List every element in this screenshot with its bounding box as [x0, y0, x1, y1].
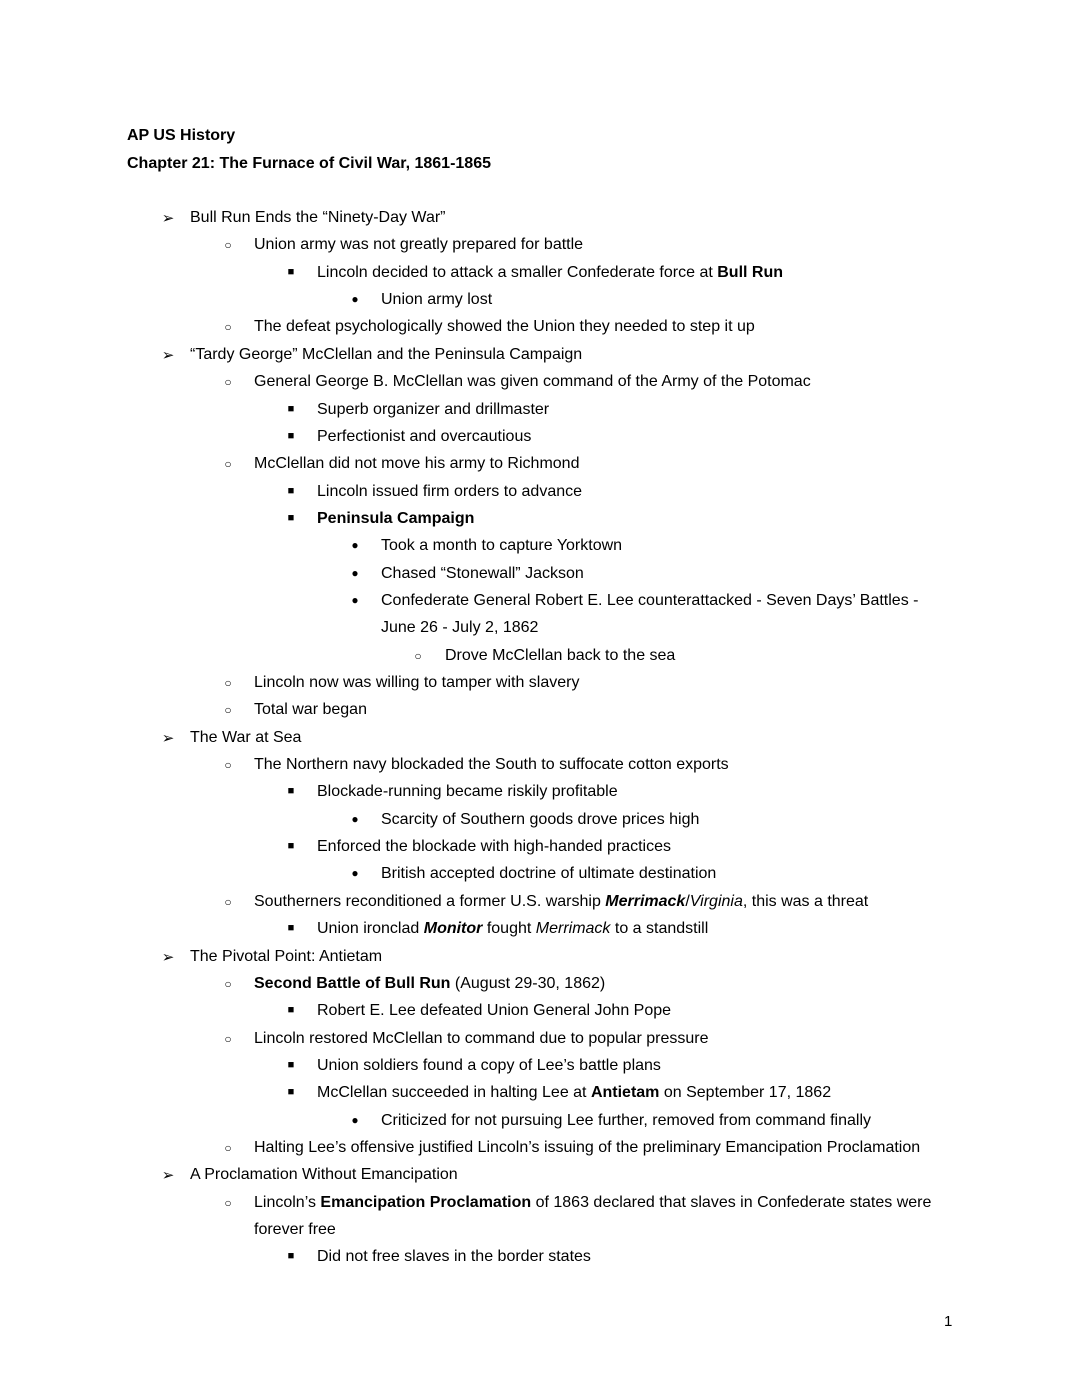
bullet-marker: ○	[224, 375, 232, 390]
text-run: Scarcity of Southern goods drove prices high	[381, 810, 700, 828]
text-run: “Tardy George” McClellan and the Peninsula Campaign	[190, 345, 583, 363]
bullet-marker: ●	[351, 292, 359, 307]
outline-text	[254, 236, 583, 254]
bullet-marker: ➢	[161, 948, 175, 966]
text-run: Robert E. Lee defeated Union General John Pope	[317, 1002, 672, 1020]
bullet-marker: ■	[287, 1058, 295, 1071]
outline-text	[381, 811, 699, 829]
text-run: to a standstill	[610, 920, 709, 938]
text-run	[424, 920, 483, 937]
outline-text	[254, 674, 579, 692]
text-run: Lincoln issued firm orders to advance	[317, 482, 583, 500]
outline-text	[381, 865, 716, 883]
text-run: Did not free slaves in the border states	[317, 1248, 591, 1266]
outline-text	[254, 701, 367, 719]
bullet-marker: ●	[351, 1112, 359, 1127]
outline-text	[381, 565, 584, 583]
text-run: Second Battle of Bull Run	[254, 974, 451, 992]
text-run: Union ironclad	[317, 920, 424, 938]
text-run: McClellan succeeded in halting Lee at	[317, 1084, 591, 1102]
bullet-marker: ○	[224, 457, 232, 472]
outline-text	[317, 510, 474, 528]
text-run: Halting Lee’s offensive justified Lincoln’s issuing of the preliminary Emancipation Proclamation	[254, 1138, 921, 1156]
outline-text	[254, 318, 755, 336]
outline-text	[254, 1030, 708, 1048]
text-run: The Pivotal Point: Antietam	[190, 947, 383, 965]
outline-text	[190, 1166, 458, 1184]
outline-text	[317, 920, 708, 938]
text-run: Southerners reconditioned a former U.S. warship	[254, 892, 606, 910]
text-run: Union army was not greatly prepared for battle	[254, 236, 584, 254]
outline-text	[317, 1084, 831, 1102]
outline-text	[317, 428, 531, 446]
course-title: AP US History	[127, 127, 236, 144]
text-run: Bull Run Ends the “Ninety-Day War”	[190, 209, 446, 226]
bullet-marker: ➢	[161, 346, 175, 364]
text-run: /	[685, 892, 690, 910]
bullet-marker: ➢	[161, 1167, 175, 1185]
text-run: Lincoln decided to attack a smaller Confederate force at	[317, 263, 718, 281]
text-run: Drove McClellan back to the sea	[445, 646, 676, 664]
bullet-marker: ○	[224, 894, 232, 909]
text-run	[605, 893, 685, 910]
outline-text	[381, 1112, 871, 1130]
text-run: Total war began	[254, 701, 367, 719]
bullet-marker: ○	[224, 676, 232, 690]
outline-text	[317, 1248, 591, 1266]
text-run: Took a month to capture Yorktown	[381, 537, 623, 555]
outline-text	[254, 373, 811, 391]
outline-text	[381, 291, 492, 309]
bullet-marker: ●	[351, 538, 359, 553]
bullet-marker: ●	[351, 866, 359, 881]
bullet-marker: ■	[287, 265, 295, 278]
text-run: of 1863 declared that slaves in Confederate states were	[531, 1193, 932, 1211]
text-run: The War at Sea	[190, 728, 302, 746]
text-run: General George B. McClellan was given command of the Army of the Potomac	[254, 373, 811, 391]
bullet-marker: ●	[351, 565, 359, 580]
chapter-title: Chapter 21: The Furnace of Civil War, 1861-1865	[127, 155, 491, 172]
bullet-marker: ●	[351, 592, 359, 607]
text-run: Perfectionist and overcautious	[317, 427, 532, 445]
text-run: (August 29-30, 1862)	[450, 974, 606, 992]
text-run: Antietam	[590, 1084, 660, 1102]
bullet-marker: ■	[287, 1250, 295, 1263]
outline-text	[317, 1057, 661, 1075]
bullet-marker: ■	[287, 1086, 295, 1099]
bullet-marker: ○	[224, 1031, 232, 1046]
outline-text	[317, 401, 549, 419]
outline-text	[381, 592, 918, 610]
outline-text	[317, 838, 671, 856]
text-run: Criticized for not pursuing Lee further, removed from command finally	[381, 1111, 871, 1129]
bullet-marker: ○	[224, 238, 232, 253]
outline-text	[445, 647, 675, 665]
bullet-marker: ○	[224, 1140, 232, 1155]
text-run: forever free	[254, 1221, 336, 1238]
outline-text	[381, 619, 538, 637]
text-run: Merrimack	[605, 892, 686, 910]
bullet-marker: ○	[224, 758, 232, 772]
text-run: on September 17, 1862	[659, 1084, 832, 1102]
outline-text	[190, 948, 382, 966]
text-run: British accepted doctrine of ultimate destination	[381, 865, 717, 883]
text-run: Bull Run	[717, 263, 783, 281]
text-run: Monitor	[423, 920, 483, 938]
text-run: , this was a threat	[742, 892, 869, 910]
text-run: Enforced the blockade with high-handed practices	[317, 838, 671, 856]
text-run: June 26 - July 2, 1862	[381, 619, 539, 637]
page-number: 1	[944, 1313, 953, 1330]
bullet-marker: ■	[287, 429, 295, 442]
outline-text	[317, 264, 783, 282]
text-run: Merrimack	[535, 920, 611, 938]
text-run: Confederate General Robert E. Lee counterattacked - Seven Days’ Battles -	[381, 591, 919, 609]
text-run: Chased “Stonewall” Jackson	[381, 564, 584, 582]
text-run: Union army lost	[381, 291, 493, 309]
bullet-marker: ○	[224, 976, 232, 991]
bullet-marker: ■	[287, 511, 295, 524]
bullet-marker: ■	[287, 840, 295, 853]
bullet-marker: ○	[224, 1195, 232, 1210]
bullet-marker: ■	[287, 1004, 295, 1017]
outline-text	[254, 1194, 931, 1212]
text-run: Union soldiers found a copy of Lee’s battle plans	[317, 1056, 661, 1074]
text-run: A Proclamation Without Emancipation	[190, 1166, 458, 1184]
outline-text	[381, 537, 622, 555]
bullet-marker: ➢	[161, 210, 175, 227]
outline-text	[254, 975, 605, 993]
bullet-marker: ■	[287, 402, 295, 415]
text-run: Lincoln restored McClellan to command due to popular pressure	[254, 1029, 709, 1047]
outline-text	[254, 1221, 336, 1239]
bullet-marker: ●	[351, 811, 359, 826]
outline-text	[317, 483, 582, 501]
outline-text	[190, 209, 446, 227]
text-run: Lincoln now was willing to tamper with slavery	[254, 674, 580, 691]
bullet-marker: ■	[287, 922, 295, 935]
text-run: Lincoln’s	[254, 1193, 321, 1211]
outline-text	[254, 1139, 920, 1157]
outline-text	[254, 756, 729, 774]
bullet-marker: ○	[224, 703, 232, 718]
outline-text	[254, 455, 579, 473]
text-run: The Northern navy blockaded the South to suffocate cotton exports	[254, 756, 729, 773]
bullet-marker: ■	[287, 484, 295, 497]
text-run: Superb organizer and drillmaster	[317, 400, 550, 418]
text-run: Blockade-running became riskily profitable	[317, 783, 618, 801]
outline-text	[254, 893, 868, 911]
text-run: Emancipation Proclamation	[320, 1193, 532, 1211]
text-run: McClellan did not move his army to Richmond	[254, 455, 580, 473]
outline-text	[190, 729, 301, 747]
bullet-marker: ○	[224, 320, 232, 335]
bullet-marker: ○	[414, 648, 422, 663]
bullet-marker: ➢	[161, 729, 175, 747]
outline-text	[317, 1002, 671, 1020]
text-run: Peninsula Campaign	[317, 509, 475, 527]
outline-text	[190, 346, 582, 364]
text-run: The defeat psychologically showed the Union they needed to step it up	[254, 318, 755, 336]
text-run: Virginia	[689, 892, 743, 910]
text-run: fought	[482, 920, 536, 938]
outline-text	[317, 783, 618, 801]
bullet-marker: ■	[287, 785, 295, 798]
